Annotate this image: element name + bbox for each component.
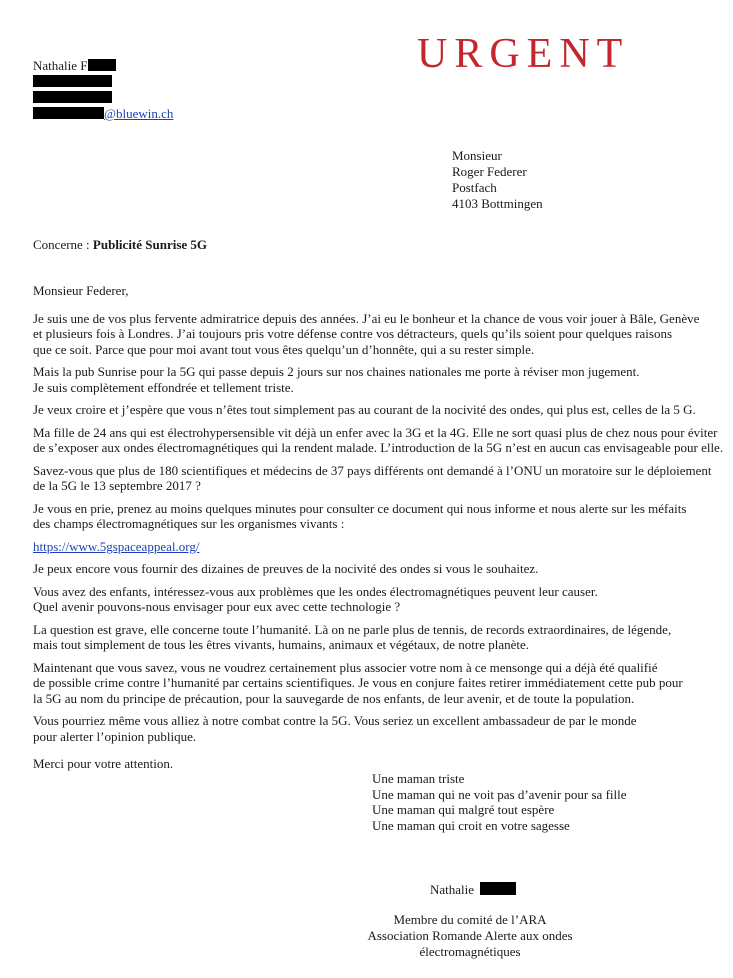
paragraph-line: de s’exposer aux ondes électromagnétiques qui la rendent malade. L’introduction de la 5G n’est en aucun cas envisageable pour elle. [33, 440, 724, 455]
paragraph [33, 311, 713, 358]
subject-label: Concerne : [33, 237, 93, 252]
signoff-line: Une maman qui ne voit pas d’avenir pour sa fille [372, 786, 627, 802]
signoff-line: Une maman qui malgré tout espère [372, 802, 555, 817]
paragraph-line: et plusieurs fois à Londres. J’ai toujours pris votre défense contre vos détracteurs, quels qu’ils soient pour quelques raisons [33, 326, 673, 341]
redaction-bar [480, 882, 516, 895]
recipient-line: Postfach [452, 180, 497, 195]
sender-email-line [33, 106, 173, 122]
paragraph [33, 622, 713, 653]
sender-name-line [33, 58, 173, 74]
signoff-line: Une maman triste [372, 771, 465, 786]
paragraph-line: Vous pourriez même vous alliez à notre combat contre la 5G. Vous seriez un excellent ambassadeur de par le monde [33, 713, 637, 728]
signature-role: Membre du comité de l’ARA [393, 912, 547, 927]
paragraph [33, 402, 713, 418]
paragraph-line: Je suis complètement effondrée et tellement triste. [33, 379, 294, 395]
subject-value: Publicité Sunrise 5G [92, 237, 208, 252]
paragraph-line: Je peux encore vous fournir des dizaines de preuves de la nocivité des ondes si vous le souhaitez. [33, 561, 539, 576]
redaction-bar [33, 107, 104, 119]
paragraph-line: que ce soit. Parce que pour moi avant tout vous êtes quelqu’un d’honnête, qui a su rester simple. [33, 341, 535, 357]
letter-body [33, 283, 724, 779]
paragraph [33, 561, 713, 577]
paragraph [33, 713, 713, 744]
paragraph-line: La question est grave, elle concerne toute l’humanité. Là on ne parle plus de tennis, de records extraordinaires, de légende, [33, 621, 672, 637]
paragraph-line: Ma fille de 24 ans qui est électrohypersensible vit déjà un enfer avec la 3G et la 4G. Elle ne sort quasi plus de chez nous pour éviter [33, 424, 718, 440]
paragraph-line: Je vous en prie, prenez au moins quelques minutes pour consulter ce document qui nous informe et nous alerte sur les méfaits [33, 500, 687, 516]
recipient-line: 4103 Bottmingen [452, 196, 543, 211]
paragraph-line: pour alerter l’opinion publique. [33, 728, 197, 744]
paragraph [33, 424, 724, 456]
signoff-line: Une maman qui croit en votre sagesse [372, 817, 570, 833]
paragraph [33, 364, 713, 395]
paragraph [33, 463, 713, 494]
paragraph [33, 501, 713, 532]
recipient-line: Monsieur [452, 148, 502, 163]
paragraph-line: Je suis une de vos plus fervente admiratrice depuis des années. J’ai eu le bonheur et la chance de vous voir jouer à Bâle, Genève [33, 310, 700, 326]
paragraph-line: Vous avez des enfants, intéressez-vous aux problèmes que les ondes électromagnétiques peuvent leur causer. [33, 583, 598, 599]
appeal-link[interactable]: https://www.5gspaceappeal.org/ [33, 538, 200, 554]
paragraph-line: de la 5G le 13 septembre 2017 ? [33, 478, 201, 493]
paragraph [33, 584, 713, 615]
sender-block [33, 58, 173, 122]
association-block [320, 912, 620, 960]
paragraph-line: Mais la pub Sunrise pour la 5G qui passe depuis 2 jours sur nos chaines nationales me porte à réviser mon jugement. [33, 364, 640, 379]
signature-name: Nathalie [430, 882, 475, 897]
paragraph-line: Savez-vous que plus de 180 scientifiques et médecins de 37 pays différents ont demandé à l’ONU un moratoire sur le déploiement [33, 462, 712, 478]
sender-address-line-2 [33, 90, 173, 106]
sender-email-domain[interactable]: @bluewin.ch [104, 106, 174, 121]
redaction-bar [33, 75, 112, 87]
paragraph-line: mais tout simplement de tous les êtres vivants, humains, animaux et végétaux, de notre planète. [33, 637, 530, 652]
subject-line [33, 237, 207, 253]
association-name: Association Romande Alerte aux ondes électromagnétiques [367, 928, 573, 959]
paragraph-line: de possible crime contre l’humanité par certains scientifiques. Je vous en conjure faites retirer immédiatement cette pub pour [33, 675, 683, 690]
paragraph-line: la 5G au nom du principe de précaution, pour la sauvegarde de nos enfants, de leur avenir, et de toute la population. [33, 690, 635, 706]
signoff-block [372, 771, 627, 833]
signature-name-line [430, 882, 516, 898]
sender-address-line-1 [33, 74, 173, 90]
redaction-bar [33, 91, 112, 103]
urgent-heading: URGENT [417, 31, 630, 77]
sender-name: Nathalie F [33, 58, 88, 73]
redaction-bar [88, 59, 116, 71]
paragraph-line: des champs électromagnétiques sur les organismes vivants : [33, 516, 345, 531]
salutation: Monsieur Federer, [33, 283, 129, 298]
paragraph-line: Quel avenir pouvons-nous envisager pour eux avec cette technologie ? [33, 599, 401, 614]
link-paragraph [33, 539, 713, 555]
paragraph-line: Maintenant que vous savez, vous ne voudrez certainement plus associer votre nom à ce mensonge qui a déjà été qualifié [33, 659, 658, 675]
closing: Merci pour votre attention. [33, 756, 174, 771]
paragraph-line: Je veux croire et j’espère que vous n’êtes tout simplement pas au courant de la nocivité des ondes, qui plus est, celles de la 5 G. [33, 402, 696, 417]
recipient-line: Roger Federer [452, 164, 527, 179]
paragraph [33, 660, 713, 707]
recipient-block [452, 148, 543, 212]
